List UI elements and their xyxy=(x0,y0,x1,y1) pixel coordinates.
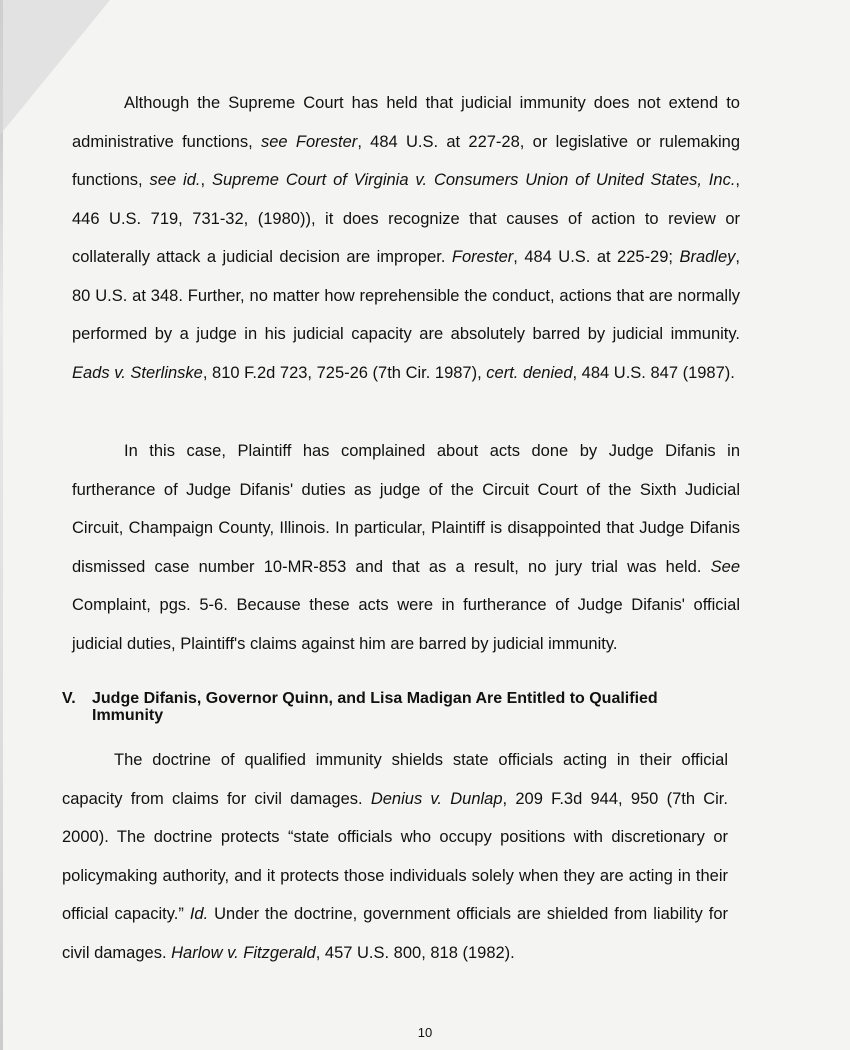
citation-text: Harlow v. Fitzgerald xyxy=(171,943,316,962)
body-text: , xyxy=(200,171,212,189)
section-title-line2: Immunity xyxy=(92,707,164,724)
body-text: In this case, Plaintiff has complained about acts done by Judge Difanis in furtherance of Judge Difanis' duties as judge of the Circuit Court of the Sixth Judicial Circuit, Champaign County, Illinois. In particular, Plaintiff is disappointed that Judge Difanis dismissed case number 10-MR-853 and that as a result, no jury trial was held. xyxy=(72,442,740,576)
body-text: Although the Supreme Court has held that judicial immunity does not extend to administrative functions, xyxy=(72,94,740,151)
citation-text: Forester xyxy=(451,248,514,266)
citation-text: see Forester xyxy=(260,132,358,151)
body-text: , 810 F.2d 723, 725-26 (7th Cir. 1987), xyxy=(202,363,487,382)
body-text: , 484 U.S. 847 (1987). xyxy=(572,363,735,382)
body-text: , 446 U.S. 719, 731-32, (1980)), it does recognize that causes of action to review or collaterally attack a judicial decision are improper. xyxy=(72,171,740,266)
citation-text: see id. xyxy=(149,171,201,189)
paragraph-judicial-immunity xyxy=(72,84,740,392)
citation-text: See xyxy=(710,557,740,576)
body-text: , 80 U.S. at 348. Further, no matter how reprehensible the conduct, actions that are normally performed by a judge in his judicial capacity are absolutely barred by judicial immunity. xyxy=(72,248,740,343)
citation-text: Bradley xyxy=(679,248,736,266)
section-number: V. xyxy=(62,690,76,707)
body-text: , 484 U.S. at 225-29; xyxy=(513,248,680,266)
body-text: , 484 U.S. at 227-28, or legislative or rulemaking functions, xyxy=(72,132,740,189)
body-text: , 209 F.3d 944, 950 (7th Cir. 2000). The doctrine protects “state officials who occupy positions with discretionary or policymaking authority, and it protects those individuals solely when they are acting in their official capacity.” xyxy=(62,789,728,923)
body-text: Complaint, pgs. 5-6. Because these acts were in furtherance of Judge Difanis' official judicial duties, Plaintiff's claims against him are barred by judicial immunity. xyxy=(72,596,740,653)
paragraph-qualified-immunity xyxy=(62,741,728,972)
page-number: 10 xyxy=(417,1025,433,1040)
section-heading-v xyxy=(62,690,722,724)
section-title-line1: Judge Difanis, Governor Quinn, and Lisa Madigan Are Entitled to Qualified xyxy=(92,690,658,707)
paragraph-plaintiff-complaint xyxy=(72,432,740,663)
body-text: The doctrine of qualified immunity shields state officials acting in their official capacity from claims for civil damages. xyxy=(62,751,728,808)
citation-text: Eads v. Sterlinske xyxy=(72,363,203,382)
citation-text: cert. denied xyxy=(486,363,573,382)
scan-edge xyxy=(0,0,3,1050)
body-text: Under the doctrine, government officials are shielded from liability for civil damages. xyxy=(62,905,728,962)
citation-text: Id. xyxy=(189,905,209,923)
body-text: , 457 U.S. 800, 818 (1982). xyxy=(315,943,515,962)
citation-text: Supreme Court of Virginia v. Consumers Union of United States, Inc. xyxy=(212,171,736,189)
citation-text: Denius v. Dunlap xyxy=(370,789,503,808)
